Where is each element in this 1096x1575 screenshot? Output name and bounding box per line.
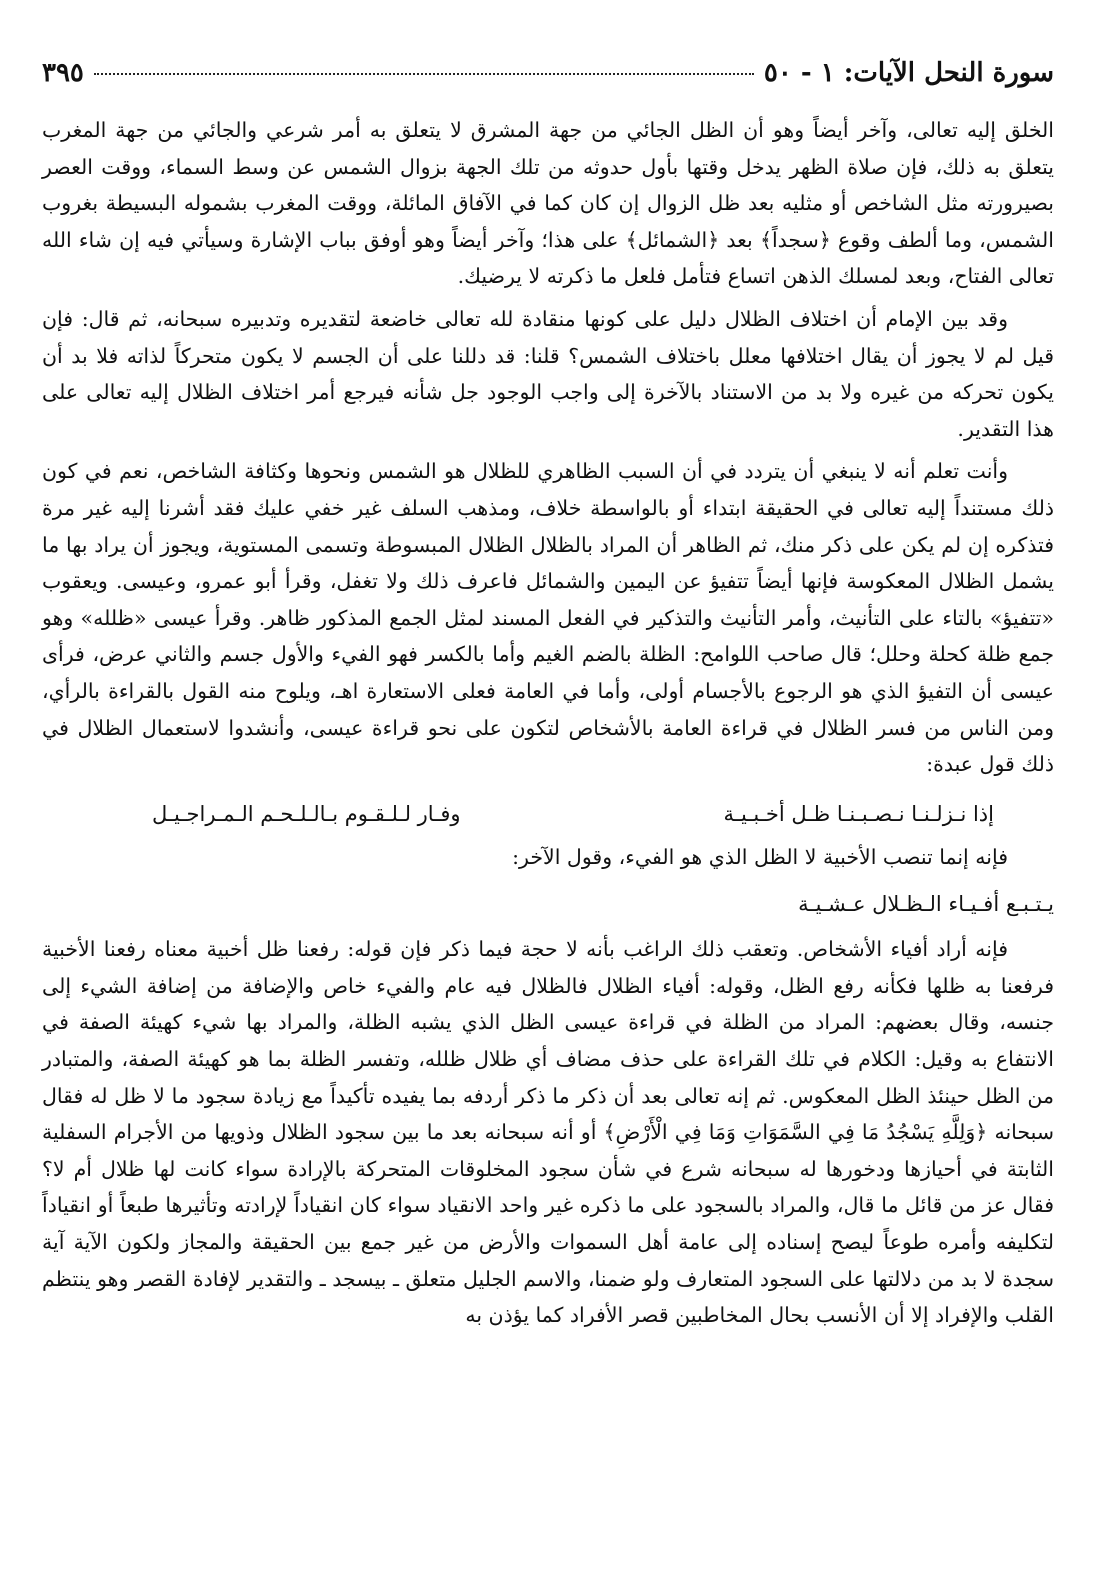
poem-verse [42,789,1054,839]
book-page [42,50,1054,1555]
page-number: ٣٩٥ [42,58,84,88]
poem-hemistich-first: إذا نـزلـنـا نـصـبـنـا ظـل أخـبـيـة [723,801,994,826]
surah-title: سورة النحل الآيات: ١ - ٥٠ [763,58,1054,88]
paragraph: الخلق إليه تعالى، وآخر أيضاً وهو أن الظل الجائي من جهة المشرق لا يتعلق به أمر شرعي والجائي من جهة المغرب يتعلق به ذلك، فإن صلاة الظهر يدخل وقتها بأول حدوثه من تلك الجهة بزوال الشمس عن وسط السماء، ووقت العصر بصيرورته مثل الشاخص أو مثليه بعد ظل الزوال إن كان كما في الآفاق المائلة، ووقت المغرب بشموله البسيطة بغروب الشمس، وما ألطف وقوع ﴿سجداً﴾ بعد ﴿الشمائل﴾ على هذا؛ وآخر أيضاً وهو أوفق بباب الإشارة وسيأتي فيه إن شاء الله تعالى الفتاح، وبعد لمسلك الذهن اتساع فتأمل فلعل ما ذكرته لا يرضيك. [42,118,1054,289]
poem-half-verse: يـتـبـع أفـيـاء الـظـلال عـشـيـة [798,892,1054,917]
poem-hemistich-second: وفـار لـلـقـوم بـالـلـحـم الـمـراجـيـل [152,801,461,826]
paragraph: فإنه إنما تنصب الأخبية لا الظل الذي هو الفيء، وقول الآخر: [512,844,1008,869]
paragraph: فإنه أراد أفياء الأشخاص. وتعقب ذلك الراغب بأنه لا حجة فيما ذكر فإن قوله: رفعنا ظل أخبية معناه رفعنا الأخبية فرفعنا به ظلها فكأنه رفع الظل، وقوله: أفياء الظلال فالظلال فيه عام والفيء خاص والإضافة من إضافة الشيء إلى جنسه، وقال بعضهم: المراد من الظلة في قراءة عيسى الظل الذي يشبه الظلة، والمراد بها شيء كهيئة الصفة في الانتفاع به وقيل: الكلام في تلك القراءة على حذف مضاف أي ظلال ظلله، وتفسر الظلة بما هو كهيئة الصفة، والمتبادر من الظل حينئذ الظل المعكوس. ثم إنه تعالى بعد أن ذكر ما ذكر أردفه بما يفيده تأكيداً مع زيادة سجود ما لا ظل له فقال سبحانه ﴿وَلِلَّهِ يَسْجُدُ مَا فِي السَّمَوَاتِ وَمَا فِي الْأَرْضِ﴾ أو أنه سبحانه بعد ما بين سجود الظلال وذويها من الأجرام السفلية الثابتة في أحيازها ودخورها له سبحانه شرع في شأن سجود المخلوقات المتحركة بالإرادة سواء كانت لها ظلال أم لا؟ فقال عز من قائل ما قال، والمراد بالسجود على ما ذكره غير واحد الانقياد سواء كان انقياداً لإرادته وتأثيرها طبعاً أو انقياداً لتكليفه وأمره طوعاً ليصح إسناده إلى عامة أهل السموات والأرض من غير جمع بين الحقيقة والمجاز ولكون الآية آية سجدة لا بد من دلالتها على السجود المتعارف ولو ضمنا، والاسم الجليل متعلق ـ بيسجد ـ والتقدير لإفادة القصر وهو ينتظم القلب والإفراد إلا أن الأنسب بحال المخاطبين قصر الأفراد كما يؤذن به [42,937,1054,1328]
dotted-leader [94,73,754,75]
running-header [42,50,1054,96]
paragraph: وقد بين الإمام أن اختلاف الظلال دليل على كونها منقادة لله تعالى خاضعة لتقديره وتدبيره سبحانه، ثم قال: فإن قيل لم لا يجوز أن يقال اختلافها معلل باختلاف الشمس؟ قلنا: قد دللنا على أن الجسم لا يكون متحركاً لذاته فلا بد أن يكون تحركه من غيره ولا بد من الاستناد بالآخرة إلى واجب الوجود جل شأنه فيرجع أمر اختلاف الظلال إليه تعالى على هذا التقدير. [42,306,1054,441]
commentary-text [42,112,1054,1334]
paragraph: وأنت تعلم أنه لا ينبغي أن يتردد في أن السبب الظاهري للظلال هو الشمس ونحوها وكثافة الشاخص، نعم في كون ذلك مستنداً إليه تعالى في الحقيقة ابتداء أو بالواسطة خلاف، ومذهب السلف غير خفي عليك فقد أشرنا إليه غير مرة فتذكره إن لم يكن على ذكر منك، ثم الظاهر أن المراد بالظلال الظلال المبسوطة وتسمى المستوية، ويجوز أن يراد بها ما يشمل الظلال المعكوسة فإنها أيضاً تتفيؤ عن اليمين والشمائل فاعرف ذلك ولا تغفل، وقرأ أبو عمرو، وعيسى. ويعقوب «تتفيؤ» بالتاء على التأنيث، وأمر التأنيث والتذكير في الفعل المسند لمثل الجمع المذكور ظاهر. وقرأ عيسى «ظلله» وهو جمع ظلة كحلة وحلل؛ قال صاحب اللوامح: الظلة بالضم الغيم وأما بالكسر فهو الفيء والأول جسم والثاني عرض، فرأى عيسى أن التفيؤ الذي هو الرجوع بالأجسام أولى، وأما في العامة فعلى الاستعارة اهـ، ويلوح منه القول بالقراءة بالرأي، ومن الناس من فسر الظلال في قراءة العامة بالأشخاص لتكون على نحو قراءة عيسى، وأنشدوا لاستعمال الظلال في ذلك قول عبدة: [42,459,1054,777]
